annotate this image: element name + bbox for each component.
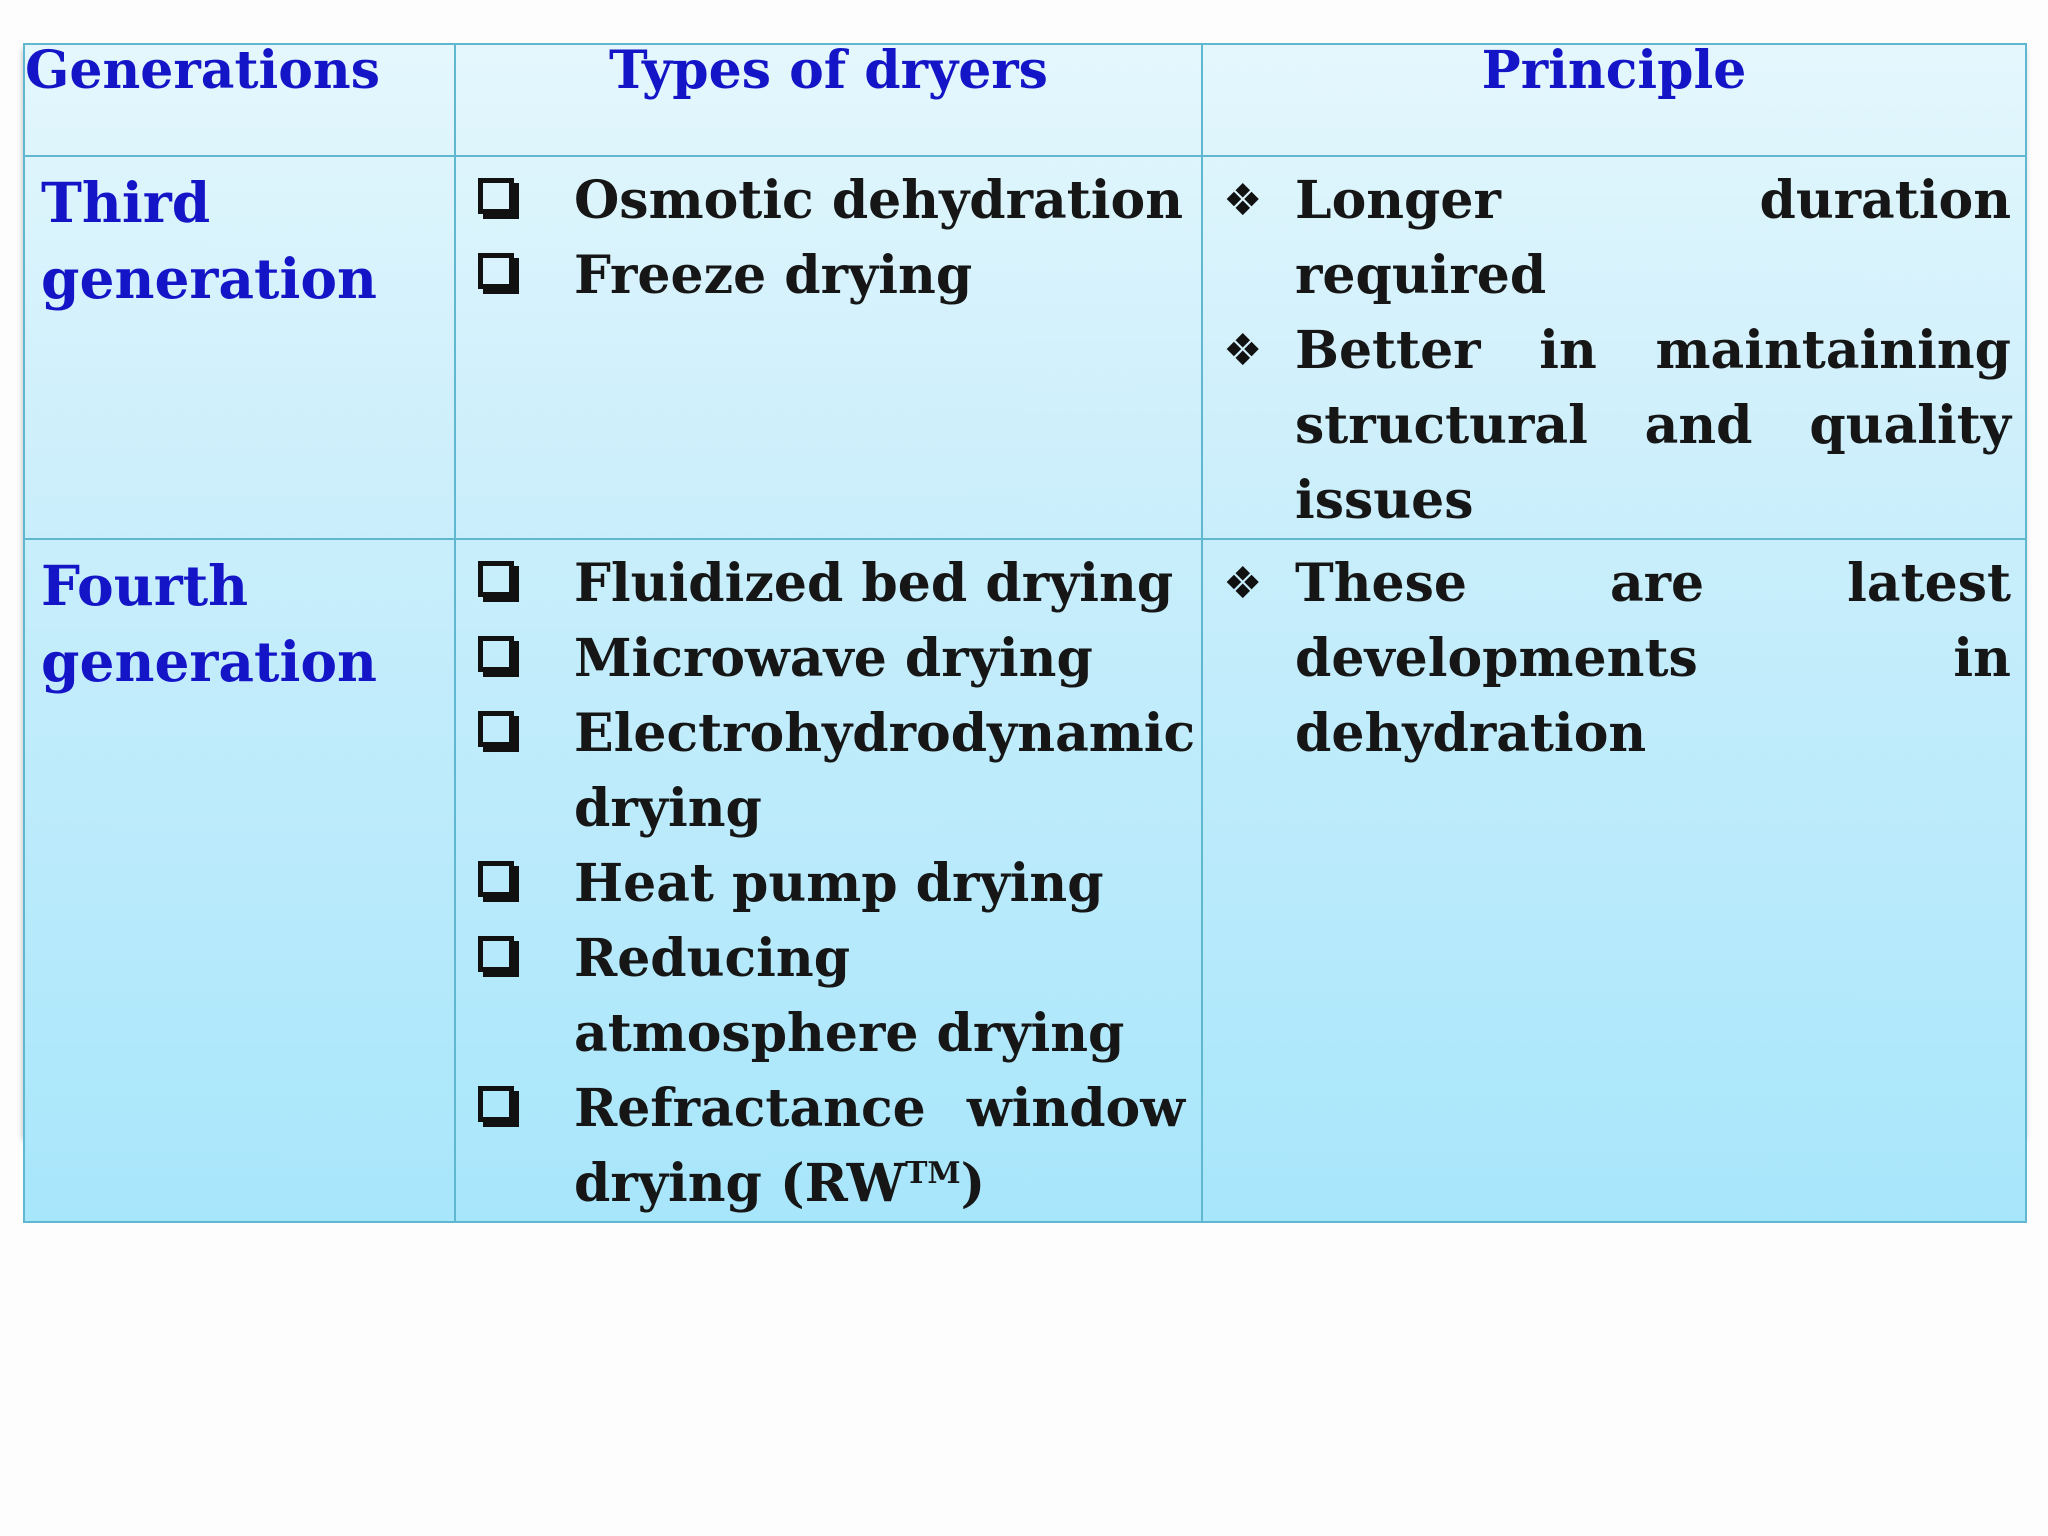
header-types-of-dryers: Types of dryers (455, 44, 1202, 156)
dryers-table (23, 40, 2027, 1223)
type-text: Microwave drying (574, 628, 1093, 689)
list-item (1203, 163, 2011, 313)
list-item (456, 546, 1185, 621)
four-diamond-icon: ❖ (1223, 325, 1263, 376)
list-item (456, 163, 1185, 238)
list-item (456, 1071, 1185, 1221)
square-checkbox-icon (478, 861, 514, 897)
principles-list (1203, 157, 2025, 538)
trademark-superscript: TM (905, 1156, 961, 1191)
types-list (456, 540, 1201, 1221)
list-item (456, 696, 1196, 846)
type-text-close: ) (960, 1153, 986, 1214)
list-item (1203, 546, 2011, 771)
four-diamond-icon: ❖ (1223, 175, 1263, 226)
principle-text: Longer duration required (1295, 170, 2011, 306)
types-list (456, 157, 1201, 313)
generation-label: Third generation (41, 170, 378, 311)
generation-cell (24, 539, 455, 1222)
type-text: Osmotic dehydration (574, 170, 1183, 231)
list-item (456, 238, 1185, 313)
type-text: Fluidized bed drying (574, 553, 1174, 614)
square-checkbox-icon (478, 1086, 514, 1122)
types-cell (455, 156, 1202, 539)
list-item (1203, 313, 2011, 538)
square-checkbox-icon (478, 253, 514, 289)
list-item (456, 846, 1185, 921)
principle-text: These are latest developments in dehydration (1295, 553, 2011, 764)
generation-cell (24, 156, 455, 539)
type-text: Electrohydrodynamic drying (574, 703, 1196, 839)
square-checkbox-icon (478, 178, 514, 214)
types-cell (455, 539, 1202, 1222)
list-item (456, 921, 1185, 1071)
header-principle: Principle (1202, 44, 2026, 156)
type-text: Freeze drying (574, 245, 973, 306)
table-row-fourth-generation (24, 539, 2026, 1222)
type-text: Refractance window drying (RW (574, 1078, 1185, 1214)
principle-cell (1202, 539, 2026, 1222)
table-row-third-generation (24, 156, 2026, 539)
generation-label: Fourth generation (41, 553, 378, 694)
square-checkbox-icon (478, 636, 514, 672)
type-text: Reducing atmosphere drying (574, 928, 1125, 1064)
square-checkbox-icon (478, 561, 514, 597)
principle-text: Better in maintaining structural and quality issues (1295, 320, 2011, 531)
principle-cell (1202, 156, 2026, 539)
square-checkbox-icon (478, 936, 514, 972)
header-row (24, 44, 2026, 156)
header-generations: Generations (24, 44, 455, 156)
principles-list (1203, 540, 2025, 771)
list-item (456, 621, 1185, 696)
square-checkbox-icon (478, 711, 514, 747)
four-diamond-icon: ❖ (1223, 558, 1263, 609)
type-text: Heat pump drying (574, 853, 1104, 914)
